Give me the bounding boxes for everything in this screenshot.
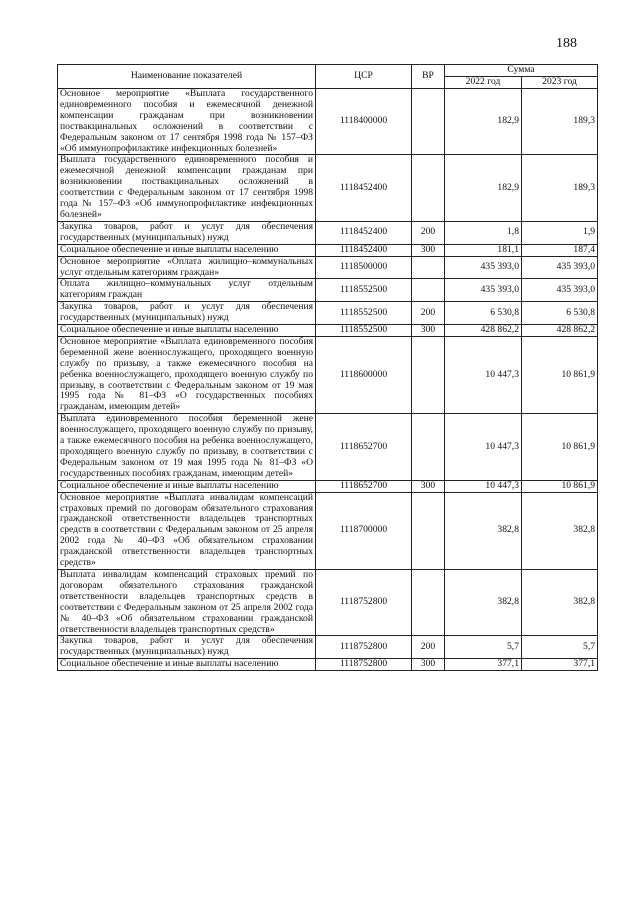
table-row [58, 480, 598, 492]
cell-vr: 300 [412, 659, 445, 671]
cell-vr [412, 492, 445, 569]
cell-name: Закупка товаров, работ и услуг для обеспечения государственных (муниципальных) нужд [58, 302, 316, 325]
cell-name: Выплата государственного единовременного пособия и ежемесячной денежной компенсации гражданам при возникновении поствакцинальных осложнений в соответствии с Федеральным законом от 17 сентября 1998 года № 157–ФЗ «Об иммунопрофилактике инфекционных болезней» [58, 155, 316, 221]
cell-y2022: 10 447,3 [445, 414, 522, 480]
cell-y2022: 377,1 [445, 659, 522, 671]
cell-y2022: 181,1 [445, 244, 522, 256]
cell-y2023: 435 393,0 [522, 256, 598, 279]
cell-name: Оплата жилищно–коммунальных услуг отдельным категориям граждан [58, 279, 316, 302]
header-name: Наименование показателей [58, 65, 316, 89]
cell-y2023: 377,1 [522, 659, 598, 671]
cell-csr: 1118452400 [316, 221, 412, 244]
table-row [58, 659, 598, 671]
cell-y2023: 1,9 [522, 221, 598, 244]
cell-csr: 1118752800 [316, 569, 412, 635]
cell-vr: 200 [412, 221, 445, 244]
cell-y2023: 10 861,9 [522, 414, 598, 480]
table-body [58, 89, 598, 671]
budget-table [57, 64, 598, 671]
cell-name: Выплата инвалидам компенсаций страховых премий по договорам обязательного страхования гражданской ответственности владельцев транспортных средств в соответствии с Федеральным законом от 25 апреля 2002 года № 40–ФЗ «Об обязательном страховании гражданской ответственности владельцев транспортных средств» [58, 569, 316, 635]
cell-name: Основное мероприятие «Выплата государственного единовременного пособия и ежемесячной денежной компенсации гражданам при возникновении поствакцинальных осложнений в соответствии с Федеральным законом от 17 сентября 1998 года № 157–ФЗ «Об иммунопрофилактике инфекционных болезней» [58, 89, 316, 155]
table-row [58, 636, 598, 659]
table-row [58, 89, 598, 155]
cell-csr: 1118752800 [316, 659, 412, 671]
cell-vr [412, 155, 445, 221]
header-sum: Сумма [445, 65, 598, 77]
cell-y2022: 5,7 [445, 636, 522, 659]
table-row [58, 492, 598, 569]
cell-y2022: 382,8 [445, 492, 522, 569]
cell-y2023: 10 861,9 [522, 336, 598, 413]
cell-vr: 300 [412, 325, 445, 337]
cell-name: Выплата единовременного пособия беременной жене военнослужащего, проходящего военную службу по призыву, а также ежемесячного пособия на ребенка военнослужащего, проходящего военную службу по призыву, в соответствии с Федеральным законом от 19 мая 1995 года № 81–ФЗ «О государственных пособиях гражданам, имеющим детей» [58, 414, 316, 480]
cell-y2022: 382,8 [445, 569, 522, 635]
cell-name: Закупка товаров, работ и услуг для обеспечения государственных (муниципальных) нужд [58, 636, 316, 659]
cell-y2022: 428 862,2 [445, 325, 522, 337]
cell-csr: 1118552500 [316, 279, 412, 302]
cell-vr [412, 569, 445, 635]
cell-csr: 1118652700 [316, 414, 412, 480]
cell-csr: 1118500000 [316, 256, 412, 279]
cell-y2023: 382,8 [522, 492, 598, 569]
cell-y2023: 187,4 [522, 244, 598, 256]
table-row [58, 325, 598, 337]
cell-csr: 1118452400 [316, 155, 412, 221]
cell-csr: 1118400000 [316, 89, 412, 155]
cell-csr: 1118752800 [316, 636, 412, 659]
cell-name: Социальное обеспечение и иные выплаты населению [58, 244, 316, 256]
cell-y2023: 428 862,2 [522, 325, 598, 337]
table-row [58, 414, 598, 480]
cell-vr [412, 89, 445, 155]
cell-y2022: 435 393,0 [445, 279, 522, 302]
cell-y2022: 10 447,3 [445, 336, 522, 413]
cell-name: Социальное обеспечение и иные выплаты населению [58, 659, 316, 671]
cell-csr: 1118600000 [316, 336, 412, 413]
cell-vr [412, 256, 445, 279]
table-row [58, 569, 598, 635]
cell-name: Основное мероприятие «Оплата жилищно–коммунальных услуг отдельным категориям граждан» [58, 256, 316, 279]
table-row [58, 244, 598, 256]
cell-vr: 200 [412, 302, 445, 325]
cell-y2022: 435 393,0 [445, 256, 522, 279]
cell-y2023: 6 530,8 [522, 302, 598, 325]
cell-y2023: 10 861,9 [522, 480, 598, 492]
header-csr: ЦСР [316, 65, 412, 89]
cell-vr [412, 279, 445, 302]
cell-y2022: 6 530,8 [445, 302, 522, 325]
cell-y2022: 10 447,3 [445, 480, 522, 492]
cell-csr: 1118700000 [316, 492, 412, 569]
table-row [58, 336, 598, 413]
cell-y2022: 1,8 [445, 221, 522, 244]
cell-vr: 300 [412, 244, 445, 256]
cell-y2023: 189,3 [522, 89, 598, 155]
cell-name: Основное мероприятие «Выплата единовременного пособия беременной жене военнослужащего, проходящего военную службу по призыву, а также ежемесячного пособия на ребенка военнослужащего, проходящего военную службу по призыву, в соответствии с Федеральным законом от 19 мая 1995 года № 81–ФЗ «О государственных пособиях гражданам, имеющим детей» [58, 336, 316, 413]
table-row [58, 221, 598, 244]
table-row [58, 256, 598, 279]
cell-name: Закупка товаров, работ и услуг для обеспечения государственных (муниципальных) нужд [58, 221, 316, 244]
cell-vr: 300 [412, 480, 445, 492]
cell-y2022: 182,9 [445, 89, 522, 155]
cell-vr: 200 [412, 636, 445, 659]
cell-name: Социальное обеспечение и иные выплаты населению [58, 325, 316, 337]
cell-y2023: 189,3 [522, 155, 598, 221]
page-number: 188 [556, 36, 577, 51]
cell-y2023: 5,7 [522, 636, 598, 659]
cell-name: Социальное обеспечение и иные выплаты населению [58, 480, 316, 492]
cell-vr [412, 336, 445, 413]
cell-y2023: 382,8 [522, 569, 598, 635]
table-row [58, 302, 598, 325]
cell-name: Основное мероприятие «Выплата инвалидам компенсаций страховых премий по договорам обязательного страхования гражданской ответственности владельцев транспортных средств в соответствии с Федеральным законом от 25 апреля 2002 года № 40–ФЗ «Об обязательном страховании гражданской ответственности владельцев транспортных средств» [58, 492, 316, 569]
table-row [58, 279, 598, 302]
cell-vr [412, 414, 445, 480]
header-2023: 2023 год [522, 77, 598, 89]
cell-csr: 1118552500 [316, 325, 412, 337]
table-row [58, 155, 598, 221]
cell-y2022: 182,9 [445, 155, 522, 221]
cell-csr: 1118452400 [316, 244, 412, 256]
cell-y2023: 435 393,0 [522, 279, 598, 302]
cell-csr: 1118552500 [316, 302, 412, 325]
header-2022: 2022 год [445, 77, 522, 89]
cell-csr: 1118652700 [316, 480, 412, 492]
header-vr: ВР [412, 65, 445, 89]
